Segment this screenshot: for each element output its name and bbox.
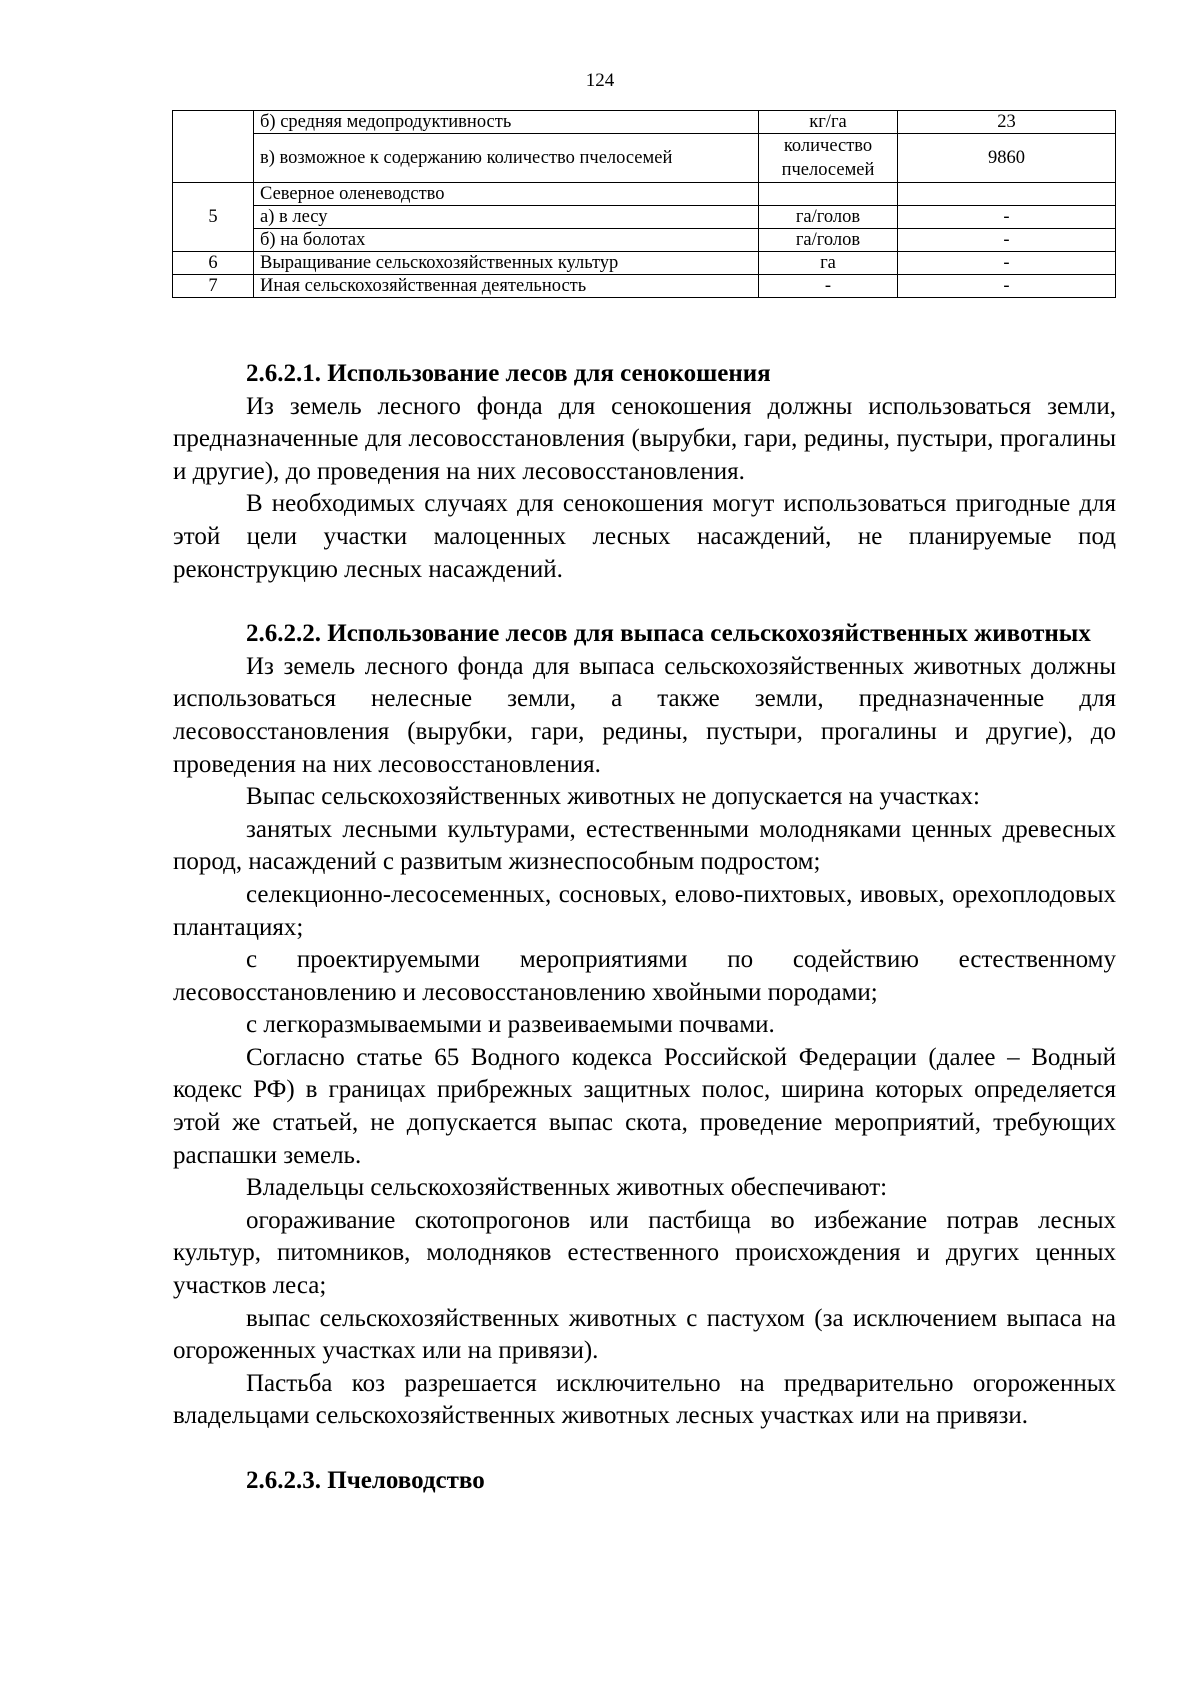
paragraph: Выпас сельскохозяйственных животных не допускается на участках: [246, 783, 980, 811]
paragraph: селекционно-лесосеменных, сосновых, елово-пихтовых, ивовых, орехоплодовых плантациях; [173, 880, 1116, 941]
table-row [173, 134, 1116, 183]
table-cell-value: 23 [898, 111, 1116, 134]
section-heading: 2.6.2.3. Пчеловодство [246, 1467, 485, 1494]
table-cell-unit: количество пчелосемей [759, 134, 898, 183]
table-cell-unit: - [759, 275, 898, 298]
table-cell-num: 6 [173, 252, 254, 275]
table-cell-unit: га/голов [759, 229, 898, 252]
table-cell-value: - [898, 275, 1116, 298]
paragraph: огораживание скотопрогонов или пастбища во избежание потрав лесных культур, питомников, молодняков естественного происхождения и других ценных участков леса; [173, 1206, 1116, 1300]
table-cell-value: 9860 [898, 134, 1116, 183]
page-number: 124 [585, 70, 615, 91]
paragraph: Из земель лесного фонда для выпаса сельскохозяйственных животных должны использоваться нелесные земли, а также земли, предназначенные для лесовосстановления (вырубки, гари, редины, пустыри, прогалины и другие), до проведения на них лесовосстановления. [173, 652, 1116, 778]
section-heading: 2.6.2.2. Использование лесов для выпаса сельскохозяйственных животных [246, 620, 1091, 648]
table-row [173, 229, 1116, 252]
table-cell-name: Иная сельскохозяйственная деятельность [254, 275, 759, 298]
table-cell-name: Северное оленеводство [254, 183, 759, 206]
table-row [173, 252, 1116, 275]
table-cell-name: в) возможное к содержанию количество пчелосемей [254, 134, 759, 183]
table-cell-value: - [898, 229, 1116, 252]
document-body [173, 358, 1116, 1498]
table-row [173, 275, 1116, 298]
table-cell-value [898, 183, 1116, 206]
table-cell-value: - [898, 252, 1116, 275]
table-cell-name: б) на болотах [254, 229, 759, 252]
table-cell-unit [759, 183, 898, 206]
paragraph: Пастьба коз разрешается исключительно на предварительно огороженных владельцами сельскохозяйственных животных лесных участках или на привязи. [173, 1369, 1116, 1430]
table-cell-value: - [898, 206, 1116, 229]
table-row [173, 183, 1116, 206]
table-cell-unit: га/голов [759, 206, 898, 229]
table-cell-unit: кг/га [759, 111, 898, 134]
table-cell-num: 5 [173, 183, 254, 252]
paragraph: с легкоразмываемыми и развеиваемыми почвами. [246, 1011, 775, 1039]
paragraph: с проектируемыми мероприятиями по содействию естественному лесовосстановлению и лесовосстановлению хвойными породами; [173, 946, 1116, 1006]
paragraph: Из земель лесного фонда для сенокошения должны использоваться земли, предназначенные для лесовосстановления (вырубки, гари, редины, пустыри, прогалины и другие), до проведения на них лесовосстановления. [173, 392, 1116, 485]
section-spacer [173, 586, 1116, 618]
table-cell-num: 7 [173, 275, 254, 298]
section-spacer [173, 1433, 1116, 1465]
table-cell-name: б) средняя медопродуктивность [254, 111, 759, 134]
paragraph: Согласно статье 65 Водного кодекса Российской Федерации (далее – Водный кодекс РФ) в границах прибрежных защитных полос, ширина которых определяется этой же статьей, не допускается выпас скота, проведение мероприятий, требующих распашки земель. [173, 1043, 1116, 1169]
table-cell-name: Выращивание сельскохозяйственных культур [254, 252, 759, 275]
paragraph: занятых лесными культурами, естественными молодняками ценных древесных пород, насаждений с развитым жизнеспособным подростом; [173, 815, 1116, 876]
table-row [173, 111, 1116, 134]
paragraph: В необходимых случаях для сенокошения могут использоваться пригодные для этой цели участки малоценных лесных насаждений, не планируемые под реконструкцию лесных насаждений. [173, 490, 1116, 583]
paragraph: Владельцы сельскохозяйственных животных обеспечивают: [246, 1174, 888, 1202]
paragraph: выпас сельскохозяйственных животных с пастухом (за исключением выпаса на огороженных участках или на привязи). [173, 1304, 1116, 1365]
table-cell-name: а) в лесу [254, 206, 759, 229]
section-heading: 2.6.2.1. Использование лесов для сенокошения [246, 360, 771, 387]
table-cell-unit: га [759, 252, 898, 275]
table-cell-num [173, 111, 254, 183]
table-row [173, 206, 1116, 229]
data-table [172, 110, 1116, 298]
